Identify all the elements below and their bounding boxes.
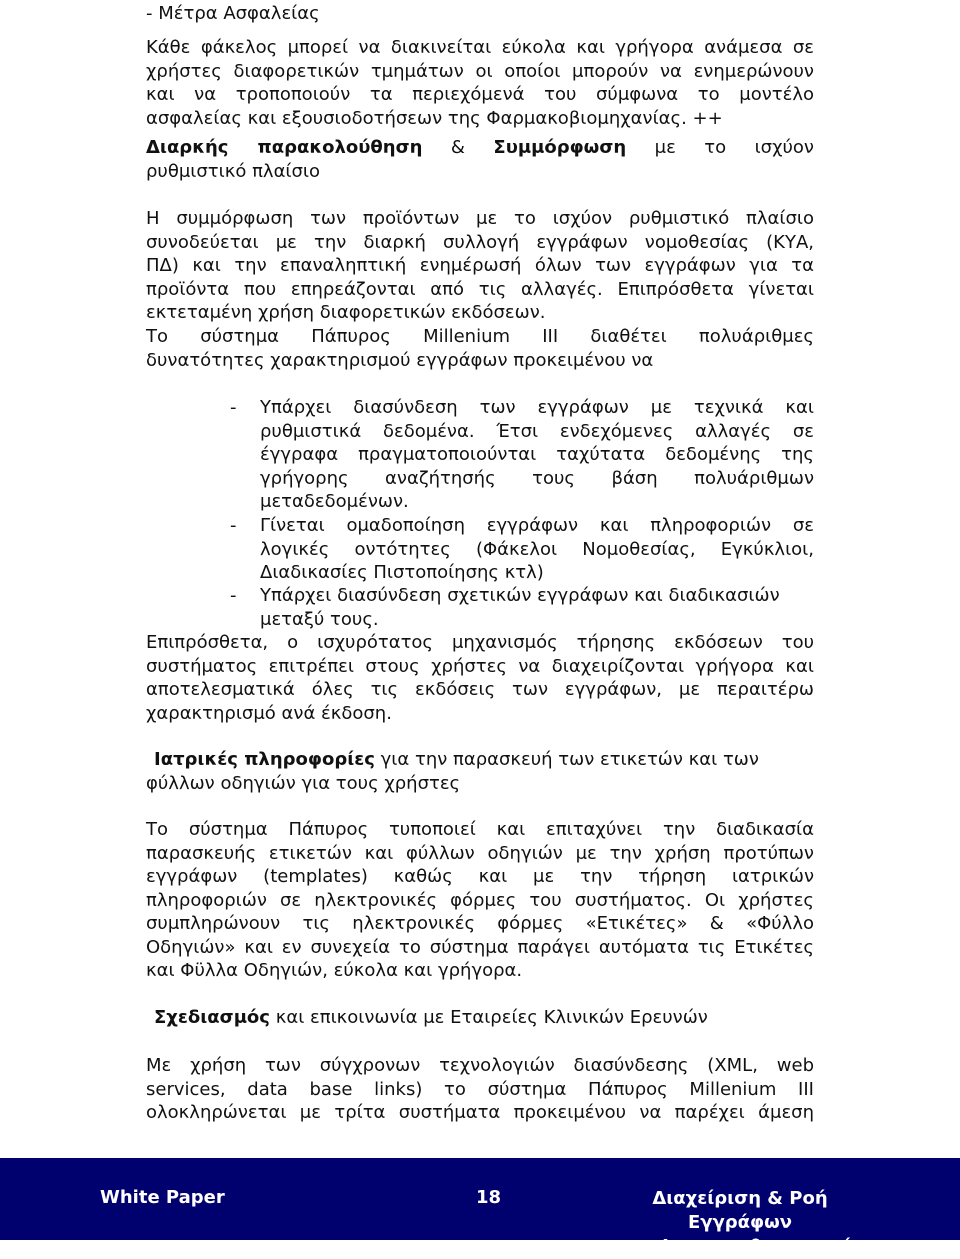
section-heading-design [154,1006,708,1030]
footer-title-line1: Διαχείριση & Ροή Εγγράφων [652,1188,828,1233]
text-line: ασφαλείας και εξουσιοδοτήσεων της Φαρμακοβιομηχανίας. ++ [146,107,723,129]
bold-term-monitoring: Διαρκής παρακολούθηση [146,137,423,158]
bold-term-medical: Ιατρικές πληροφορίες [154,749,375,770]
bullet-dash: - [230,515,237,536]
text-line [146,136,814,160]
paragraph-versioning [146,631,814,725]
text-line: Επιπρόσθετα, ο ισχυρότατος μηχανισμός τήρησης εκδόσεων του [146,632,814,653]
text-line: Διαδικασίες Πιστοποίησης κτλ) [260,562,544,583]
paragraph-compliance [146,207,814,325]
text-line: Κάθε φάκελος μπορεί να διακινείται εύκολα και γρήγορα ανάμεσα σε [146,37,814,58]
text-line: και να τροποποιούν τα περιεχόμενά του σύμφωνα το μοντέλο [146,84,814,105]
text-line: συστήματος επιτρέπει στους χρήστες να διαχειρίζονται γρήγορα και [146,655,814,677]
text-line: Το σύστημα Πάπυρος τυποποιεί και επιταχύνει την διαδικασία [146,819,814,840]
footer-doc-title [600,1187,880,1259]
text-line: προϊόντα που επηρεάζονται από τις αλλαγές. Επιπρόσθετα γίνεται [146,278,814,300]
heading-rest: για την παρασκευή των ετικετών και των [380,749,759,770]
paragraph-integration [146,1054,814,1125]
text-line: μεταδεδομένων. [260,491,409,512]
bullet-item-linking [260,396,814,514]
bullet-item-procedures [260,584,814,631]
text-line: εκτεταμένη χρήση διαφορετικών εκδόσεων. [146,302,546,323]
text-line: συνοδεύεται με την διαρκή συλλογή εγγράφων νομοθεσίας (ΚΥΑ, [146,231,814,253]
footer-title-line2: στις Φαρμακοβιομηχανίες [608,1236,872,1257]
text-line: ΠΔ) και την επαναληπτική ενημέρωσή όλων των εγγράφων για τα [146,255,814,276]
text-line: ρυθμιστικό πλαίσιο [146,160,321,182]
text-line: services, data base links) το σύστημα Πάπυρος Millenium III [146,1078,814,1100]
text-line: φύλλων οδηγιών για τους χρήστες [146,773,461,794]
text-line: παρασκευής ετικετών και φύλλων οδηγιών με την χρήση προτύπων [146,842,814,864]
text-line: μεταξύ τους. [260,608,379,630]
bold-term-design: Σχεδιασμός [154,1007,270,1028]
text-line: αποτελεσματικά όλες τις εκδόσεις των εγγράφων, με περαιτέρω [146,679,814,700]
ampersand: & [450,137,465,158]
heading-rest: με το ισχύον [654,137,814,158]
text-line: Με χρήση των σύγχρονων τεχνολογιών διασύνδεσης (XML, web [146,1055,814,1076]
text-line: έγγραφα πραγματοποιούνται ταχύτατα δεδομένης της [260,444,814,465]
text-line: λογικές οντότητες (Φάκελοι Νομοθεσίας, Εγκύκλιοι, [260,538,814,560]
section-heading-monitoring [146,136,814,183]
page-footer [0,1158,960,1257]
text-line: ρυθμιστικά δεδομένα. Έτσι ενδεχόμενες αλλαγές σε [260,420,814,442]
heading-rest: και επικοινωνία με Εταιρείες Κλινικών Ερευνών [275,1007,708,1028]
paragraph-labels [146,818,814,983]
bold-term-compliance: Συμμόρφωση [493,137,627,158]
text-line: Υπάρχει διασύνδεση των εγγράφων με τεχνικά και [260,397,814,418]
bullet-dash: - [230,585,237,606]
text-line: δυνατότητες χαρακτηρισμού εγγράφων προκειμένου να [146,349,654,371]
bullet-item-grouping [260,514,814,585]
text-line: Οδηγιών» και εν συνεχεία το σύστημα παράγει αυτόματα τις Ετικέτες [146,936,814,958]
text-line: πληροφοριών σε ηλεκτρονικές φόρμες του συστήματος. Οι χρήστες [146,889,814,911]
text-line: εγγράφων (templates) καθώς και με την τήρηση ιατρικών [146,866,814,887]
text-line: και Φϋλλα Οδηγιών, εύκολα και γρήγορα. [146,960,523,981]
heading-security-measures: - Μέτρα Ασφαλείας [146,3,320,24]
text-line: Γίνεται ομαδοποίηση εγγράφων και πληροφοριών σε [260,515,814,536]
text-line: χρήστες διαφορετικών τμημάτων οι οποίοι μπορούν να ενημερώνουν [146,60,814,82]
page-number: 18 [476,1187,502,1208]
text-line: χαρακτηρισμό ανά έκδοση. [146,702,392,724]
text-line: Υπάρχει διασύνδεση σχετικών εγγράφων και διαδικασιών [260,585,780,606]
bullet-dash: - [230,397,237,418]
footer-doc-type: White Paper [100,1187,225,1208]
text-line: γρήγορης αναζήτησής τους βάση πολυάριθμων [260,467,814,489]
section-heading-medical [154,748,759,772]
paragraph-file-movement [146,36,814,130]
text-line: Η συμμόρφωση των προϊόντων με το ισχύον ρυθμιστικό πλαίσιο [146,208,814,229]
text-line: συμπληρώνουν τις ηλεκτρονικές φόρμες «Ετικέτες» & «Φύλλο [146,913,814,934]
paragraph-system-capabilities [146,325,814,372]
text-line: ολοκληρώνεται με τρίτα συστήματα προκειμένου να παρέχει άμεση [146,1102,814,1123]
text-line: Το σύστημα Πάπυρος Millenium III διαθέτει πολυάριθμες [146,326,814,347]
